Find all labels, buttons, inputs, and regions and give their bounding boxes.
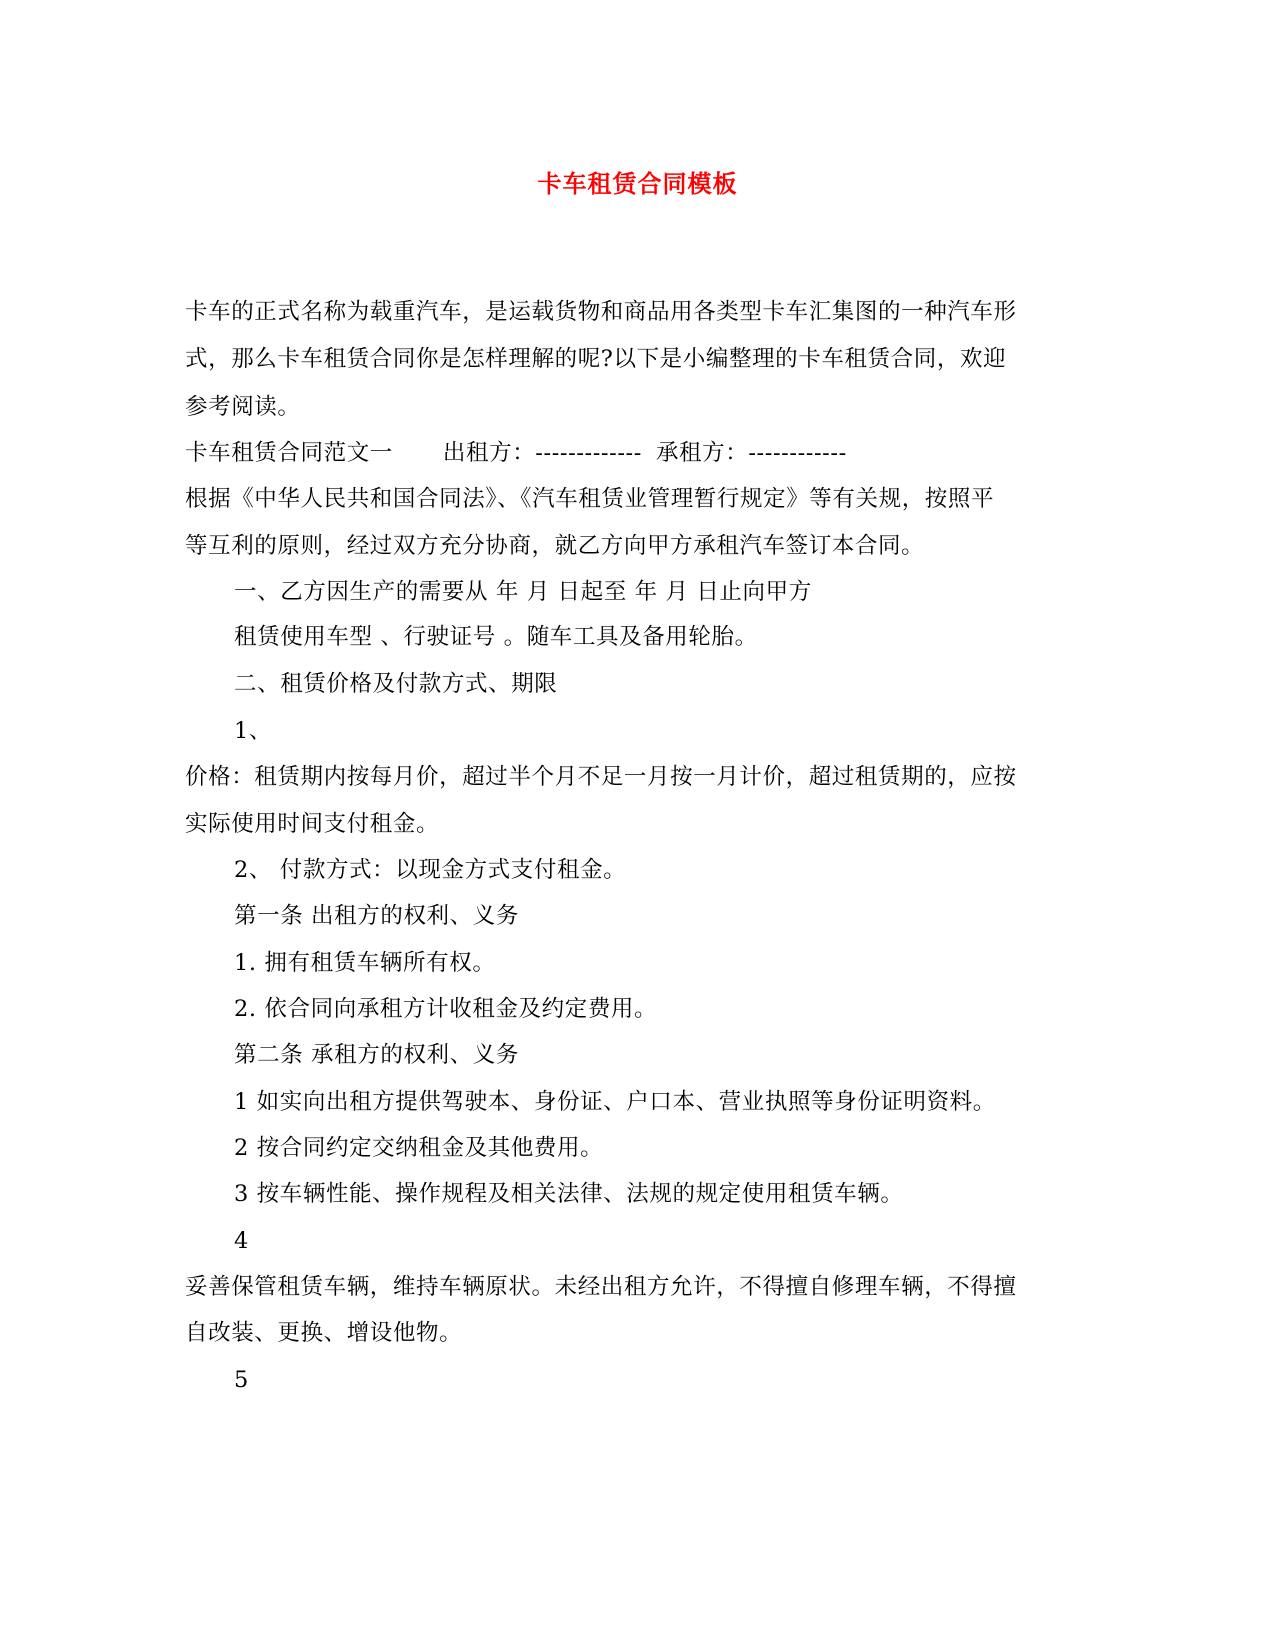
clause2-item1-line-1: 价格：租赁期内按每月价，超过半个月不足一月按一月计价，超过租赁期的，应按 xyxy=(185,764,1017,790)
clause2-title: 二、租赁价格及付款方式、期限 xyxy=(234,671,558,697)
contract-heading-line xyxy=(185,438,847,468)
article2-item-2: 2 按合同约定交纳租金及其他费用。 xyxy=(234,1135,604,1161)
document-title: 卡车租赁合同模板 xyxy=(537,169,738,198)
article2-item4-line-1: 妥善保管租赁车辆，维持车辆原状。未经出租方允许，不得擅自修理车辆，不得擅 xyxy=(185,1274,1017,1300)
clause1-line-1: 一、乙方因生产的需要从 年 月 日起至 年 月 日止向甲方 xyxy=(234,579,812,605)
contract-section-label: 卡车租赁合同范文一 xyxy=(185,440,393,466)
clause2-item1-line-2: 实际使用时间支付租金。 xyxy=(185,811,440,837)
intro-line-3: 参考阅读。 xyxy=(185,394,301,420)
intro-line-1: 卡车的正式名称为载重汽车，是运载货物和商品用各类型卡车汇集图的一种汽车形 xyxy=(185,299,1017,325)
clause2-item2: 2、 付款方式：以现金方式支付租金。 xyxy=(234,857,627,883)
article2-item-1: 1 如实向出租方提供驾驶本、身份证、户口本、营业执照等身份证明资料。 xyxy=(234,1089,996,1115)
article1-item-2: 2. 依合同向承租方计收租金及约定费用。 xyxy=(234,996,658,1022)
intro-line-2: 式，那么卡车租赁合同你是怎样理解的呢?以下是小编整理的卡车租赁合同，欢迎 xyxy=(185,346,1007,372)
article1-item-1: 1. 拥有租赁车辆所有权。 xyxy=(234,950,496,976)
clause2-item1-number: 1、 xyxy=(234,718,273,744)
article2-item4-number: 4 xyxy=(234,1228,249,1254)
article2-title: 第二条 承租方的权利、义务 xyxy=(234,1042,519,1068)
lessor-field: 出租方：------------- xyxy=(442,440,642,466)
basis-line-1: 根据《中华人民共和国合同法》、《汽车租赁业管理暂行规定》等有关规，按照平 xyxy=(185,486,995,512)
article2-item5-number: 5 xyxy=(234,1367,249,1393)
clause1-line-2: 租赁使用车型 、行驶证号 。随车工具及备用轮胎。 xyxy=(234,624,758,650)
basis-line-2: 等互利的原则，经过双方充分协商，就乙方向甲方承租汽车签订本合同。 xyxy=(185,533,925,559)
article1-title: 第一条 出租方的权利、义务 xyxy=(234,903,519,929)
article2-item-3: 3 按车辆性能、操作规程及相关法律、法规的规定使用租赁车辆。 xyxy=(234,1181,904,1207)
lessee-field: 承租方：------------ xyxy=(655,440,847,466)
article2-item4-line-2: 自改装、更换、增设他物。 xyxy=(185,1320,463,1346)
